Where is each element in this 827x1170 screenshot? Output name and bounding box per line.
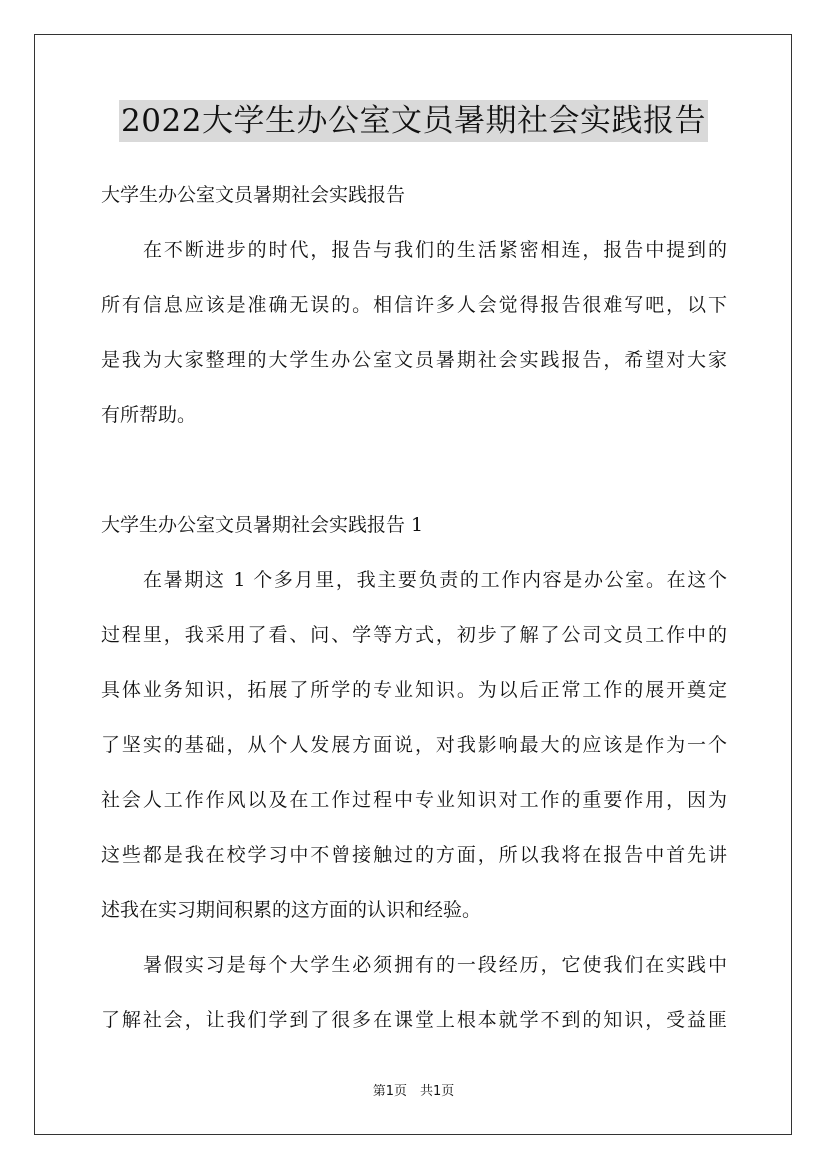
para1-line-2: 过程里，我采用了看、问、学等方式，初步了解了公司文员工作中的 <box>101 624 727 646</box>
para1-line-5: 社会人工作作风以及在工作过程中专业知识对工作的重要作用，因为 <box>101 789 727 811</box>
para1-line-1: 在暑期这 1 个多月里，我主要负责的工作内容是办公室。在这个 <box>143 569 727 591</box>
intro-line-4: 有所帮助。 <box>101 404 197 426</box>
para1-line-7: 述我在实习期间积累的这方面的认识和经验。 <box>101 899 482 921</box>
document-body <box>101 174 727 1041</box>
para1-line-6: 这些都是我在校学习中不曾接触过的方面，所以我将在报告中首先讲 <box>101 844 727 866</box>
para2-line-1: 暑假实习是每个大学生必须拥有的一段经历，它使我们在实践中 <box>143 954 727 976</box>
title-container <box>0 100 827 142</box>
subtitle: 大学生办公室文员暑期社会实践报告 <box>101 184 406 206</box>
document-title: 2022大学生办公室文员暑期社会实践报告 <box>119 100 708 142</box>
intro-line-2: 所有信息应该是准确无误的。相信许多人会觉得报告很难写吧，以下 <box>101 294 727 316</box>
blank-line <box>101 449 727 491</box>
page-footer <box>0 1082 827 1102</box>
para1-line-3: 具体业务知识，拓展了所学的专业知识。为以后正常工作的展开奠定 <box>101 679 727 701</box>
para2-line-2: 了解社会，让我们学到了很多在课堂上根本就学不到的知识，受益匪 <box>101 1009 727 1031</box>
section-heading: 大学生办公室文员暑期社会实践报告 1 <box>101 514 424 536</box>
intro-line-3: 是我为大家整理的大学生办公室文员暑期社会实践报告，希望对大家 <box>101 349 727 371</box>
intro-line-1: 在不断进步的时代，报告与我们的生活紧密相连，报告中提到的 <box>143 239 727 261</box>
para1-line-4: 了坚实的基础，从个人发展方面说，对我影响最大的应该是作为一个 <box>101 734 727 756</box>
page-number-label: 第1页 共1页 <box>372 1084 455 1099</box>
